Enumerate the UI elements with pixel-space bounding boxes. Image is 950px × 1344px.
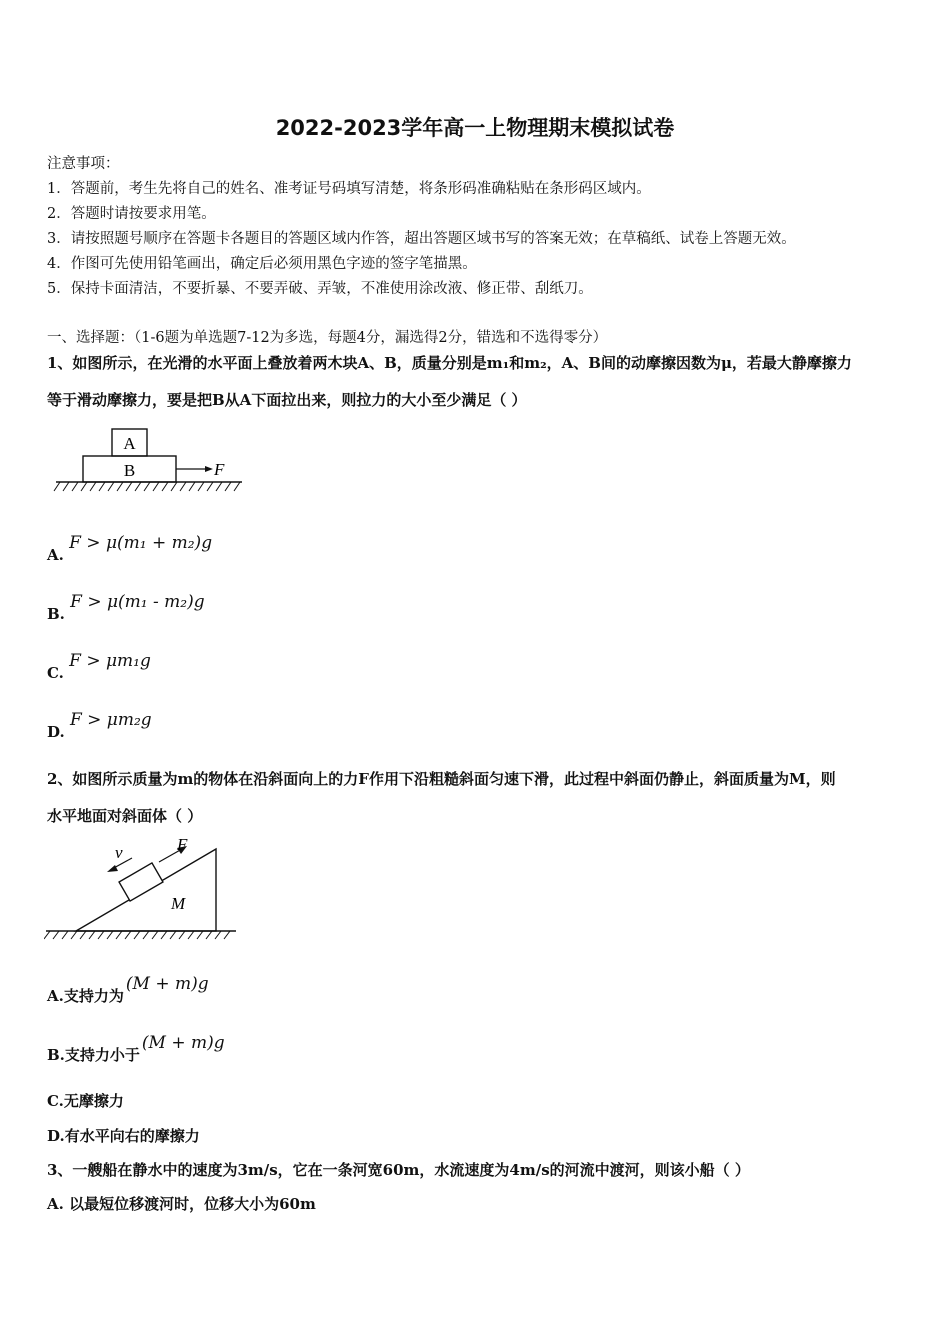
force-arrowhead	[205, 466, 213, 472]
question-2-option-a[interactable]	[47, 974, 209, 1006]
notice-item: 5．保持卡面清洁，不要折暴、不要弄破、弄皱，不准使用涂改液、修正带、刮纸刀。	[47, 281, 593, 297]
option-label: C.	[47, 664, 64, 682]
velocity-label: v	[115, 843, 123, 862]
sliding-block	[119, 863, 163, 901]
question-1-option-c[interactable]	[47, 651, 151, 683]
question-1-text-line1: 1、如图所示，在光滑的水平面上叠放着两木块A、B，质量分别是m₁和m₂，A、B间的动摩擦因数为μ，若最大静摩擦力	[47, 354, 852, 372]
question-3-option-a[interactable]: A. 以最短位移渡河时，位移大小为60m	[47, 1195, 316, 1213]
incline-mass-label: M	[171, 894, 186, 913]
question-2-figure	[44, 832, 244, 942]
question-1-option-a[interactable]	[47, 533, 213, 565]
question-2-option-b[interactable]	[47, 1033, 225, 1065]
question-2-text-line2: 水平地面对斜面体（ ）	[47, 807, 203, 825]
option-formula: F > μm₁g	[69, 651, 151, 671]
option-formula: F > μ(m₁ + m₂)g	[69, 533, 213, 553]
option-label: D.有水平向右的摩擦力	[47, 1127, 200, 1145]
option-formula: (M + m)g	[141, 1033, 225, 1053]
option-label: A.	[47, 546, 64, 564]
block-a-label: A	[123, 434, 136, 453]
option-formula: F > μ(m₁ - m₂)g	[70, 592, 205, 612]
question-1-option-d[interactable]	[47, 710, 152, 742]
option-formula: F > μm₂g	[69, 710, 152, 730]
option-label: C.无摩擦力	[47, 1092, 124, 1110]
option-label: B.	[47, 605, 65, 623]
notice-item: 2．答题时请按要求用笔。	[47, 206, 216, 222]
question-2-option-d[interactable]	[47, 1125, 200, 1146]
page-title: 2022-2023学年高一上物理期末模拟试卷	[275, 116, 675, 140]
question-1-figure	[52, 424, 252, 496]
notice-item: 1．答题前，考生先将自己的姓名、准考证号码填写清楚，将条形码准确粘贴在条形码区域内。	[47, 181, 651, 197]
question-1-option-b[interactable]	[47, 592, 205, 624]
notice-item: 4．作图可先使用铅笔画出，确定后必须用黑色字迹的签字笔描黑。	[47, 256, 477, 272]
question-3-text: 3、一艘船在静水中的速度为3m/s，它在一条河宽60m，水流速度为4m/s的河流中渡河，则该小船（ ）	[47, 1161, 750, 1179]
notice-heading: 注意事项：	[47, 156, 120, 172]
force-label: F	[214, 460, 225, 479]
question-1-text-line2: 等于滑动摩擦力，要是把B从A下面拉出来，则拉力的大小至少满足（ ）	[47, 391, 527, 409]
block-b-label: B	[123, 461, 136, 480]
notice-item: 3．请按照题号顺序在答题卡各题目的答题区域内作答，超出答题区域书写的答案无效；在草稿纸、试卷上答题无效。	[47, 231, 796, 247]
option-label: A.支持力为	[47, 987, 124, 1005]
option-label: B.支持力小于	[47, 1046, 140, 1064]
question-2-text-line1: 2、如图所示质量为m的物体在沿斜面向上的力F作用下沿粗糙斜面匀速下滑，此过程中斜面仍静止，斜面质量为M，则	[47, 770, 836, 788]
question-2-option-c[interactable]	[47, 1090, 124, 1111]
force-label: F	[177, 835, 188, 854]
option-label: D.	[47, 723, 65, 741]
option-formula: (M + m)g	[125, 974, 209, 994]
section-heading: 一、选择题：（1-6题为单选题7-12为多选，每题4分，漏选得2分，错选和不选得零分）	[47, 330, 608, 346]
